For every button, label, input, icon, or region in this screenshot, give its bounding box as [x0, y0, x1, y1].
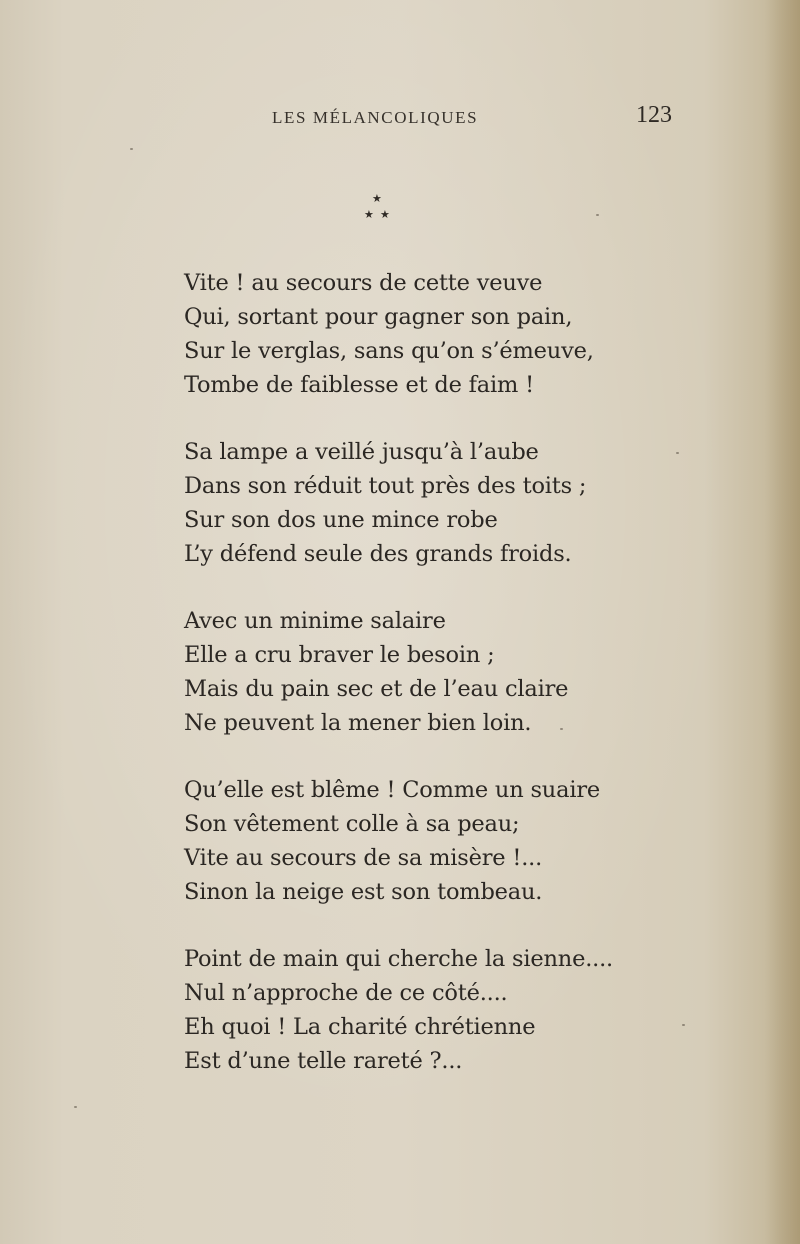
paper-speck	[676, 452, 679, 454]
verse-line: Son vêtement colle à sa peau;	[184, 811, 520, 837]
verse-line: Vite ! au secours de cette veuve	[184, 270, 543, 296]
star-icon: ★	[364, 208, 374, 221]
verse-line: L’y défend seule des grands froids.	[184, 541, 572, 567]
stanza	[184, 942, 644, 1078]
verse-line: Qu’elle est blême ! Comme un suaire	[184, 777, 600, 803]
stanza	[184, 266, 644, 402]
verse-line: Nul n’approche de ce côté....	[184, 980, 508, 1006]
poem	[184, 266, 644, 1111]
verse-line: Eh quoi ! La charité chrétienne	[184, 1014, 536, 1040]
verse-line: Point de main qui cherche la sienne....	[184, 946, 614, 972]
verse-line: Sa lampe a veillé jusqu’à l’aube	[184, 439, 539, 465]
verse-line: Elle a cru braver le besoin ;	[184, 642, 495, 668]
paper-speck	[596, 214, 599, 216]
verse-line: Est d’une telle rareté ?...	[184, 1048, 463, 1074]
verse-line: Mais du pain sec et de l’eau claire	[184, 676, 569, 702]
verse-line: Sur le verglas, sans qu’on s’émeuve,	[184, 338, 594, 364]
stanza	[184, 435, 644, 571]
star-icon: ★	[380, 208, 390, 221]
verse-line: Qui, sortant pour gagner son pain,	[184, 304, 573, 330]
verse-line: Sur son dos une mince robe	[184, 507, 498, 533]
verse-line: Avec un minime salaire	[184, 608, 446, 634]
page-number: 123	[636, 102, 672, 128]
verse-line: Dans son réduit tout près des toits ;	[184, 473, 587, 499]
stanza	[184, 773, 644, 909]
running-title: LES MÉLANCOLIQUES	[272, 108, 479, 127]
running-head	[0, 104, 800, 134]
verse-line: Ne peuvent la mener bien loin.	[184, 710, 532, 736]
paper-speck	[560, 728, 563, 730]
paper-speck	[130, 148, 133, 150]
verse-line: Sinon la neige est son tombeau.	[184, 879, 543, 905]
paper-speck	[74, 1106, 77, 1108]
star-icon: ★	[372, 192, 382, 205]
paper-speck	[682, 1024, 685, 1026]
stanza	[184, 604, 644, 740]
verse-line: Tombe de faiblesse et de faim !	[184, 372, 534, 398]
verse-line: Vite au secours de sa misère !...	[184, 845, 543, 871]
asterism-ornament	[358, 193, 398, 229]
